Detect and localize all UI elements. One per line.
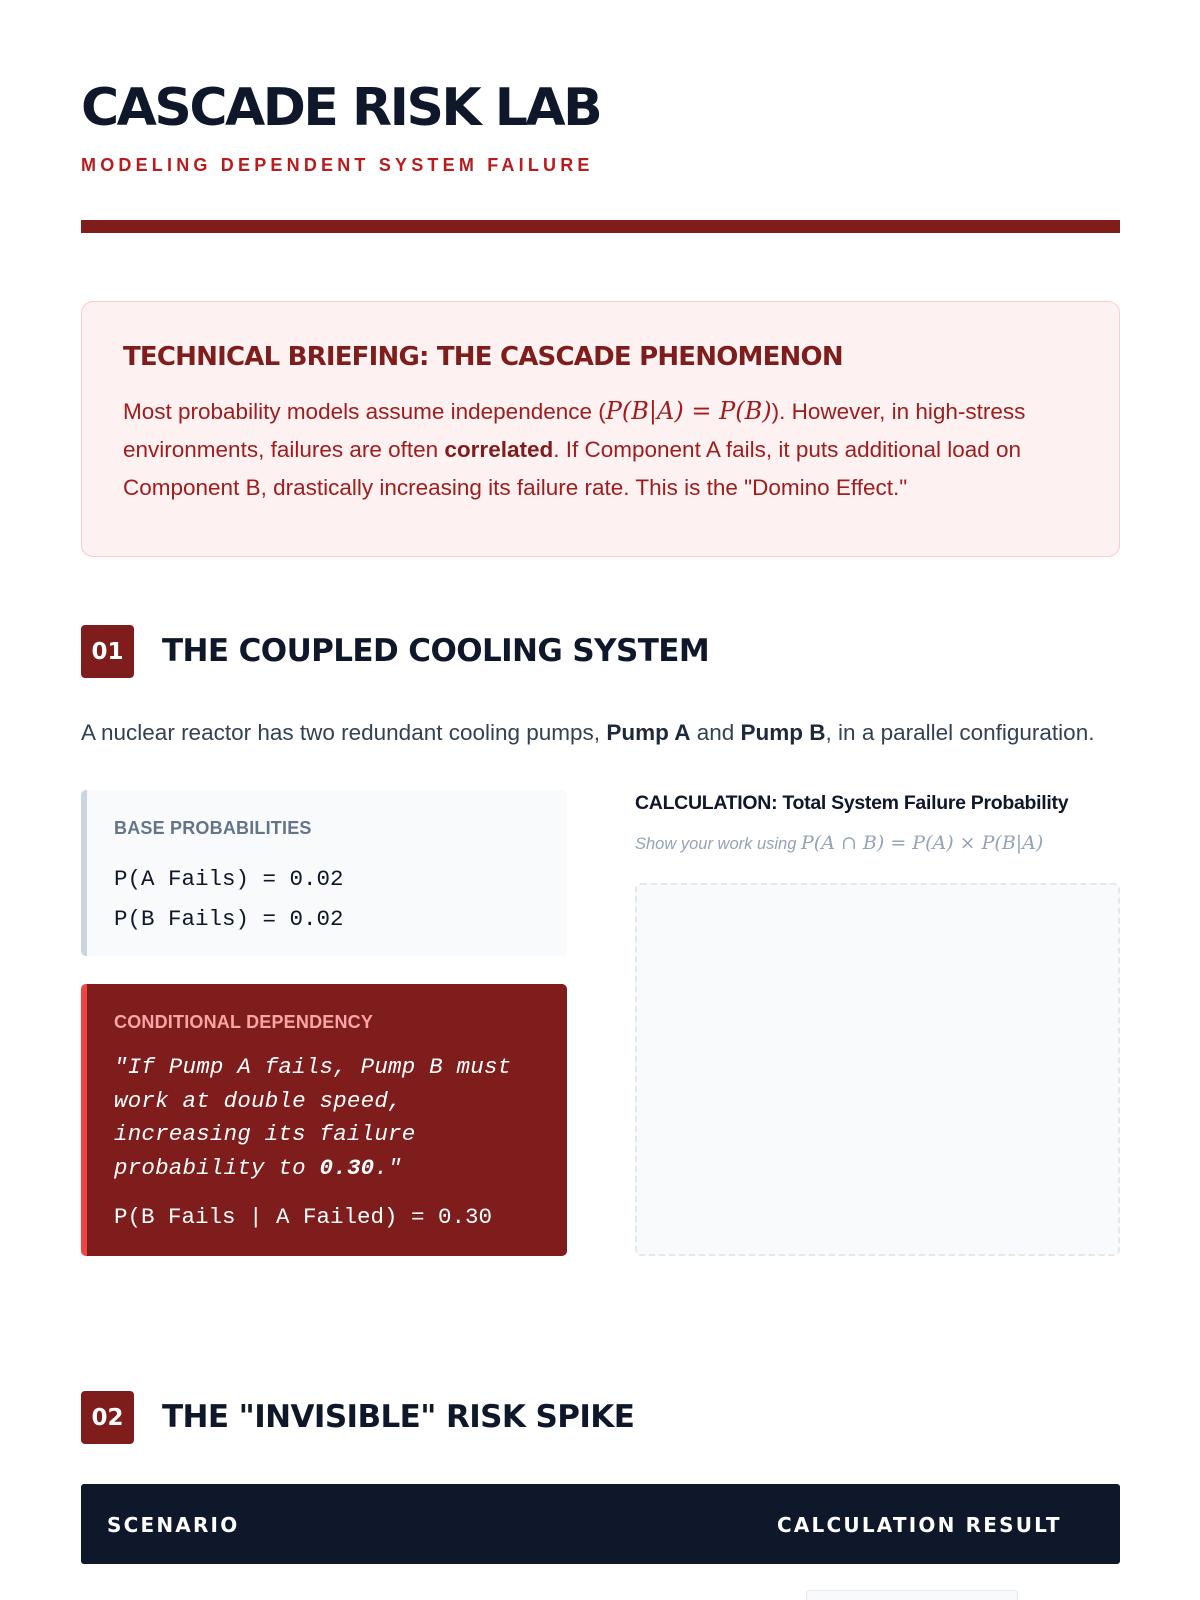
dependency-label: CONDITIONAL DEPENDENCY <box>114 1012 374 1032</box>
pump-b-label: Pump B <box>740 720 826 745</box>
hint-formula: P(A ∩ B) = P(A) × P(B|A) <box>801 832 1044 854</box>
calculation-work-area[interactable] <box>635 883 1120 1256</box>
intro-text: and <box>690 720 741 745</box>
result-input[interactable] <box>806 1590 1018 1600</box>
briefing-text-part: ). However, in high-stress environments, failures are often <box>123 399 1026 462</box>
briefing-text-part: Most probability models assume independence ( <box>123 399 606 424</box>
column-header-result: CALCULATION RESULT <box>777 1513 1062 1537</box>
dependency-quote <box>114 1051 547 1185</box>
pump-a-label: Pump A <box>606 720 691 745</box>
calculation-title: CALCULATION: Total System Failure Probability <box>635 792 1069 814</box>
probability-b: P(B Fails) = 0.02 <box>114 906 344 932</box>
header-divider <box>81 220 1120 233</box>
independence-formula: P(B|A) = P(B) <box>605 397 772 425</box>
section-2-number: 02 <box>81 1391 134 1444</box>
page-subtitle: MODELING DEPENDENT SYSTEM FAILURE <box>81 155 594 175</box>
section-2-header <box>81 1391 634 1444</box>
probability-a: P(A Fails) = 0.02 <box>114 866 344 892</box>
section-1-intro <box>81 720 1094 746</box>
section-1-title: THE COUPLED COOLING SYSTEM <box>162 633 710 669</box>
conditional-dependency-card <box>81 984 567 1256</box>
conditional-formula: P(B Fails | A Failed) = 0.30 <box>114 1204 493 1230</box>
briefing-text-part: . If Component A fails, it puts additional load on Component B, drastically increasing its failure rate. This is the "Domino Effect." <box>123 437 1022 500</box>
base-probabilities-label: BASE PROBABILITIES <box>114 818 312 838</box>
hint-text: Show your work using <box>635 835 801 853</box>
column-header-scenario: SCENARIO <box>107 1513 240 1537</box>
page-title: CASCADE RISK LAB <box>81 78 601 138</box>
intro-text: A nuclear reactor has two redundant cooling pumps, <box>81 720 607 745</box>
calculation-hint <box>635 832 1043 854</box>
quote-text: "If Pump A fails, Pump B must work at double speed, increasing its failure probability to <box>114 1054 512 1181</box>
briefing-emphasis: correlated <box>444 437 554 462</box>
briefing-heading: TECHNICAL BRIEFING: THE CASCADE PHENOMENON <box>123 342 843 372</box>
intro-text: , in a parallel configuration. <box>825 720 1095 745</box>
base-probabilities-card <box>81 790 567 956</box>
section-1-number: 01 <box>81 625 134 678</box>
briefing-text <box>123 392 1079 507</box>
technical-briefing <box>81 301 1120 557</box>
quote-text: ." <box>374 1154 402 1181</box>
section-2-title: THE "INVISIBLE" RISK SPIKE <box>162 1399 635 1435</box>
section-1-header <box>81 625 709 678</box>
scenario-table-header <box>81 1484 1120 1564</box>
quote-value: 0.30 <box>319 1154 375 1181</box>
